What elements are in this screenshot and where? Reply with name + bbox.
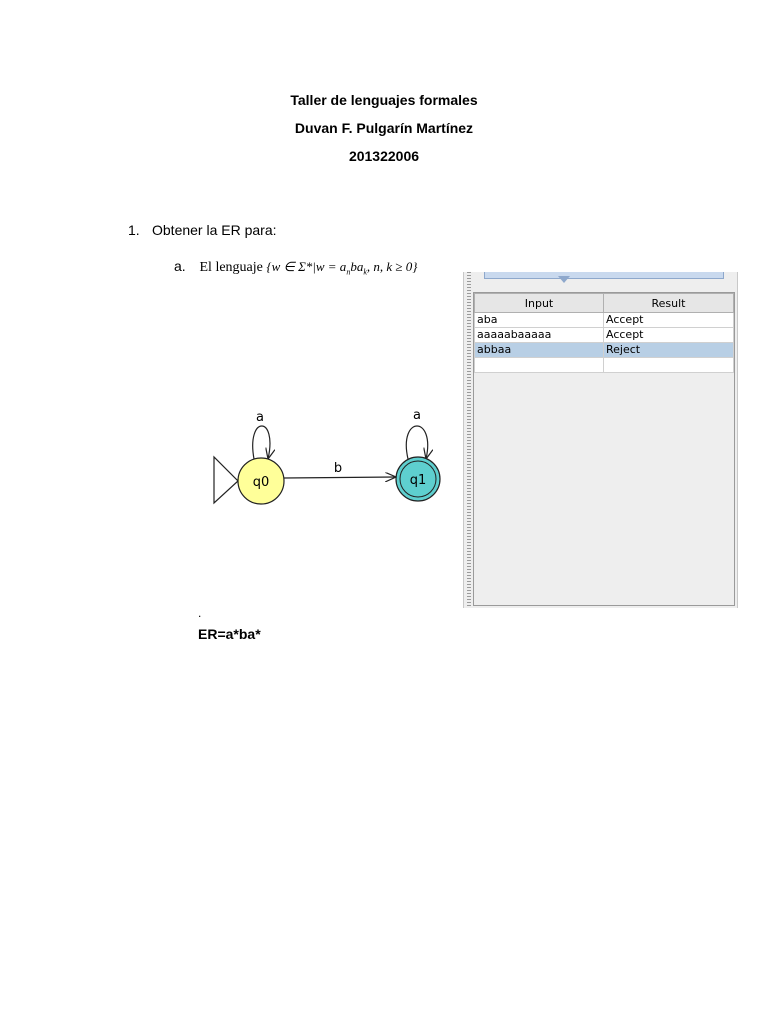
input-cell[interactable]: [475, 358, 604, 373]
table-row[interactable]: [475, 328, 734, 343]
exercise-number: 1.: [128, 222, 140, 238]
split-slider[interactable]: [484, 272, 724, 279]
transition-q0-q0: [253, 426, 270, 459]
column-header-input[interactable]: Input: [475, 294, 604, 313]
document-title: Taller de lenguajes formales: [290, 92, 478, 108]
state-q1-label: q1: [409, 473, 427, 488]
exercise-subitem: [174, 258, 417, 277]
result-cell: Reject: [604, 343, 734, 358]
slider-knob-icon[interactable]: [558, 276, 570, 283]
separator-dot: .: [198, 606, 202, 620]
transition-label-q0-q1: b: [333, 461, 343, 476]
state-q0-label: q0: [252, 475, 270, 490]
transition-q1-q1: [406, 426, 427, 459]
table-row[interactable]: [475, 313, 734, 328]
result-cell: [604, 358, 734, 373]
result-cell: Accept: [604, 313, 734, 328]
result-cell: Accept: [604, 328, 734, 343]
transition-label-q1-q1: a: [413, 408, 421, 423]
student-id: 201322006: [348, 148, 420, 164]
automaton-diagram: [200, 395, 460, 520]
test-table: [474, 293, 734, 373]
regular-expression-answer: ER=a*ba*: [198, 626, 261, 642]
initial-state-arrow: [214, 457, 238, 503]
transition-q0-q1: [284, 477, 396, 478]
input-cell[interactable]: aaaaabaaaaa: [475, 328, 604, 343]
subitem-label: a.: [174, 258, 186, 274]
exercise-text: Obtener la ER para:: [152, 222, 277, 238]
table-row-selected[interactable]: [475, 343, 734, 358]
author-name: Duvan F. Pulgarín Martínez: [294, 120, 474, 136]
transition-label-q0-q0: a: [256, 410, 264, 425]
subitem-text: El lenguaje: [199, 260, 263, 275]
column-header-result[interactable]: Result: [604, 294, 734, 313]
language-formula: {w ∈ $\Sigma*|w = a_nba_k$, n, k ≥ 0}: [266, 259, 418, 277]
table-row[interactable]: [475, 358, 734, 373]
exercise-item: [128, 222, 277, 238]
input-cell[interactable]: aba: [475, 313, 604, 328]
test-table-container: [473, 292, 735, 606]
multiple-run-panel: [463, 272, 738, 608]
input-cell[interactable]: abbaa: [475, 343, 604, 358]
resize-grip[interactable]: [467, 272, 471, 608]
